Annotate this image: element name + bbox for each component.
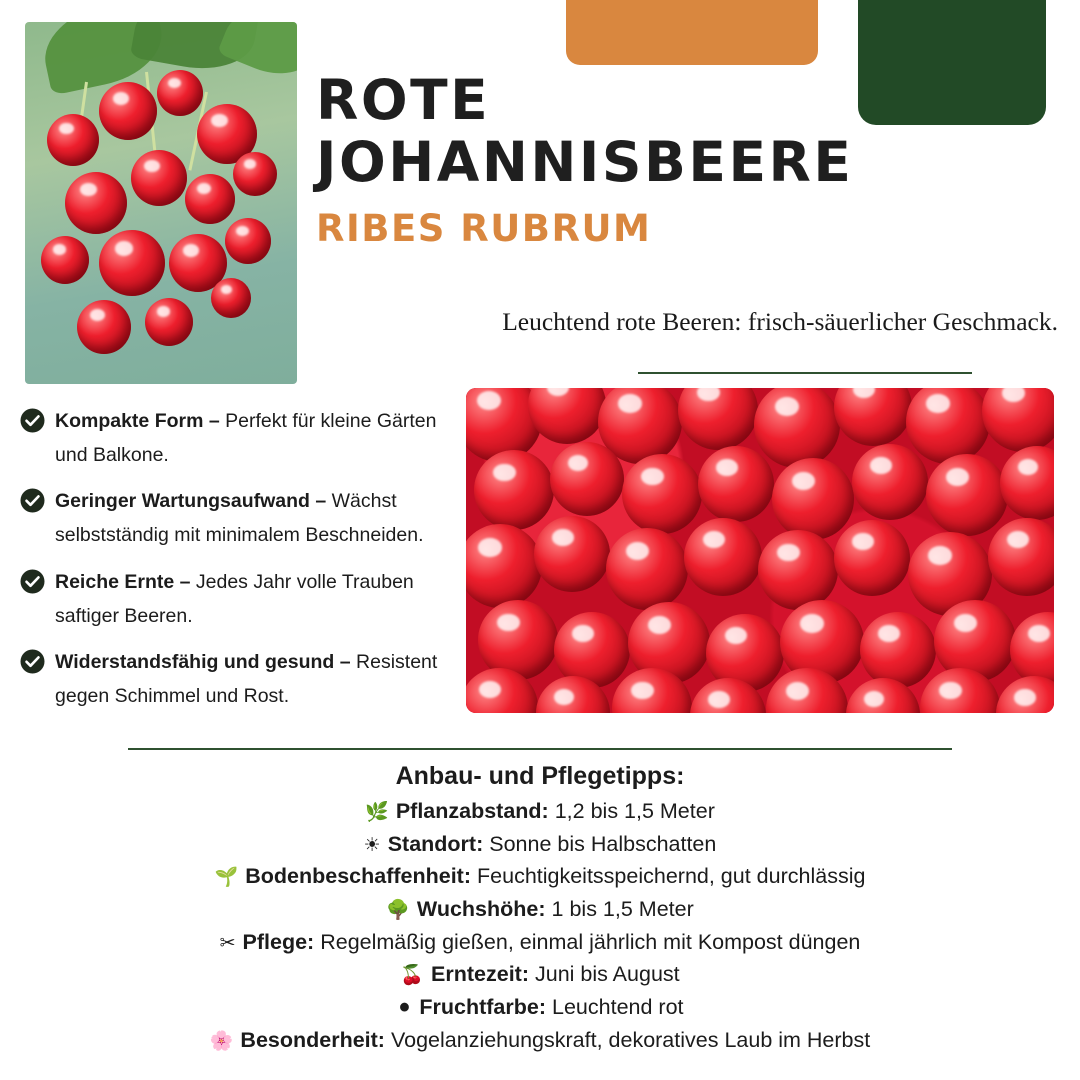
list-item [0, 828, 1080, 861]
tip-label: Pflanzabstand: [395, 799, 549, 823]
latin-name: RIBES RUBRUM [316, 207, 652, 251]
tip-label: Wuchshöhe: [416, 897, 546, 922]
page-title [316, 70, 1056, 193]
title-line-1: ROTE [316, 68, 491, 132]
feature-label: Reiche Ernte – [55, 570, 196, 593]
title-line-2: JOHANNISBEERE [316, 129, 854, 194]
tip-value: Sonne bis Halbschatten [489, 831, 717, 856]
scissors-icon: ✂ [219, 931, 236, 954]
feature-label: Kompakte Form – [55, 410, 226, 432]
list-item [20, 484, 460, 552]
list-item [0, 958, 1080, 991]
feature-detail: Jedes Jahr volle Trauben saftiger Beeren. [55, 570, 414, 627]
feature-list [20, 404, 460, 725]
tip-label: Besonderheit: [240, 1027, 385, 1052]
sun-icon: ☀ [363, 833, 381, 856]
list-item [0, 860, 1080, 893]
tip-label: Fruchtfarbe: [419, 995, 547, 1020]
check-circle-icon [20, 488, 45, 513]
list-item [0, 926, 1080, 959]
tip-label: Standort: [387, 831, 484, 856]
list-item [0, 795, 1080, 828]
tip-value: Regelmäßig gießen, einmal jährlich mit Kompost düngen [320, 929, 861, 954]
tips-list [0, 795, 1080, 1056]
title-block [316, 70, 1056, 250]
tip-label: Bodenbeschaffenheit: [245, 864, 472, 889]
tree-icon: 🌳 [386, 899, 410, 922]
hero-image-currant-branch [25, 22, 297, 384]
list-item [0, 991, 1080, 1024]
feature-detail: Perfekt für kleine Gärten und Balkone. [55, 410, 437, 467]
feature-label: Geringer Wartungsaufwand – [55, 490, 332, 513]
feature-detail: Resistent gegen Schimmel und Rost. [55, 650, 438, 707]
feature-detail: Wächst selbstständig mit minimalem Beschneiden. [55, 490, 424, 547]
list-item [0, 1024, 1080, 1057]
tip-value: Leuchtend rot [552, 995, 684, 1020]
tips-divider [128, 748, 952, 750]
check-circle-icon [20, 408, 45, 433]
color-dot-icon: ⚫ [396, 997, 413, 1020]
cherries-icon: 🍒 [400, 964, 425, 987]
plant-spacing-icon: 🌿 [365, 801, 389, 823]
feature-label: Widerstandsfähig und gesund – [55, 650, 357, 673]
decorative-orange-shape [566, 0, 818, 65]
list-item [20, 565, 460, 633]
tagline: Leuchtend rote Beeren: frisch-säuerlicher Geschmack. [502, 307, 1058, 336]
gallery-image-currant-pile [466, 388, 1054, 713]
tips-heading: Anbau- und Pflegetipps: [395, 762, 685, 790]
tip-value: 1 bis 1,5 Meter [551, 897, 694, 922]
tip-label: Erntezeit: [431, 962, 529, 987]
tip-value: Feuchtigkeitsspeichernd, gut durchlässig [477, 864, 866, 889]
list-item [0, 893, 1080, 926]
check-circle-icon [20, 649, 45, 674]
tip-label: Pflege: [242, 929, 315, 954]
seedling-icon: 🌱 [214, 866, 239, 889]
tip-value: Juni bis August [535, 962, 680, 987]
check-circle-icon [20, 569, 45, 594]
list-item [20, 645, 460, 713]
blossom-icon: 🌸 [209, 1029, 234, 1052]
tagline-divider [638, 372, 972, 374]
list-item [20, 404, 460, 472]
tip-value: 1,2 bis 1,5 Meter [554, 799, 715, 823]
tip-value: Vogelanziehungskraft, dekoratives Laub im Herbst [390, 1027, 871, 1052]
